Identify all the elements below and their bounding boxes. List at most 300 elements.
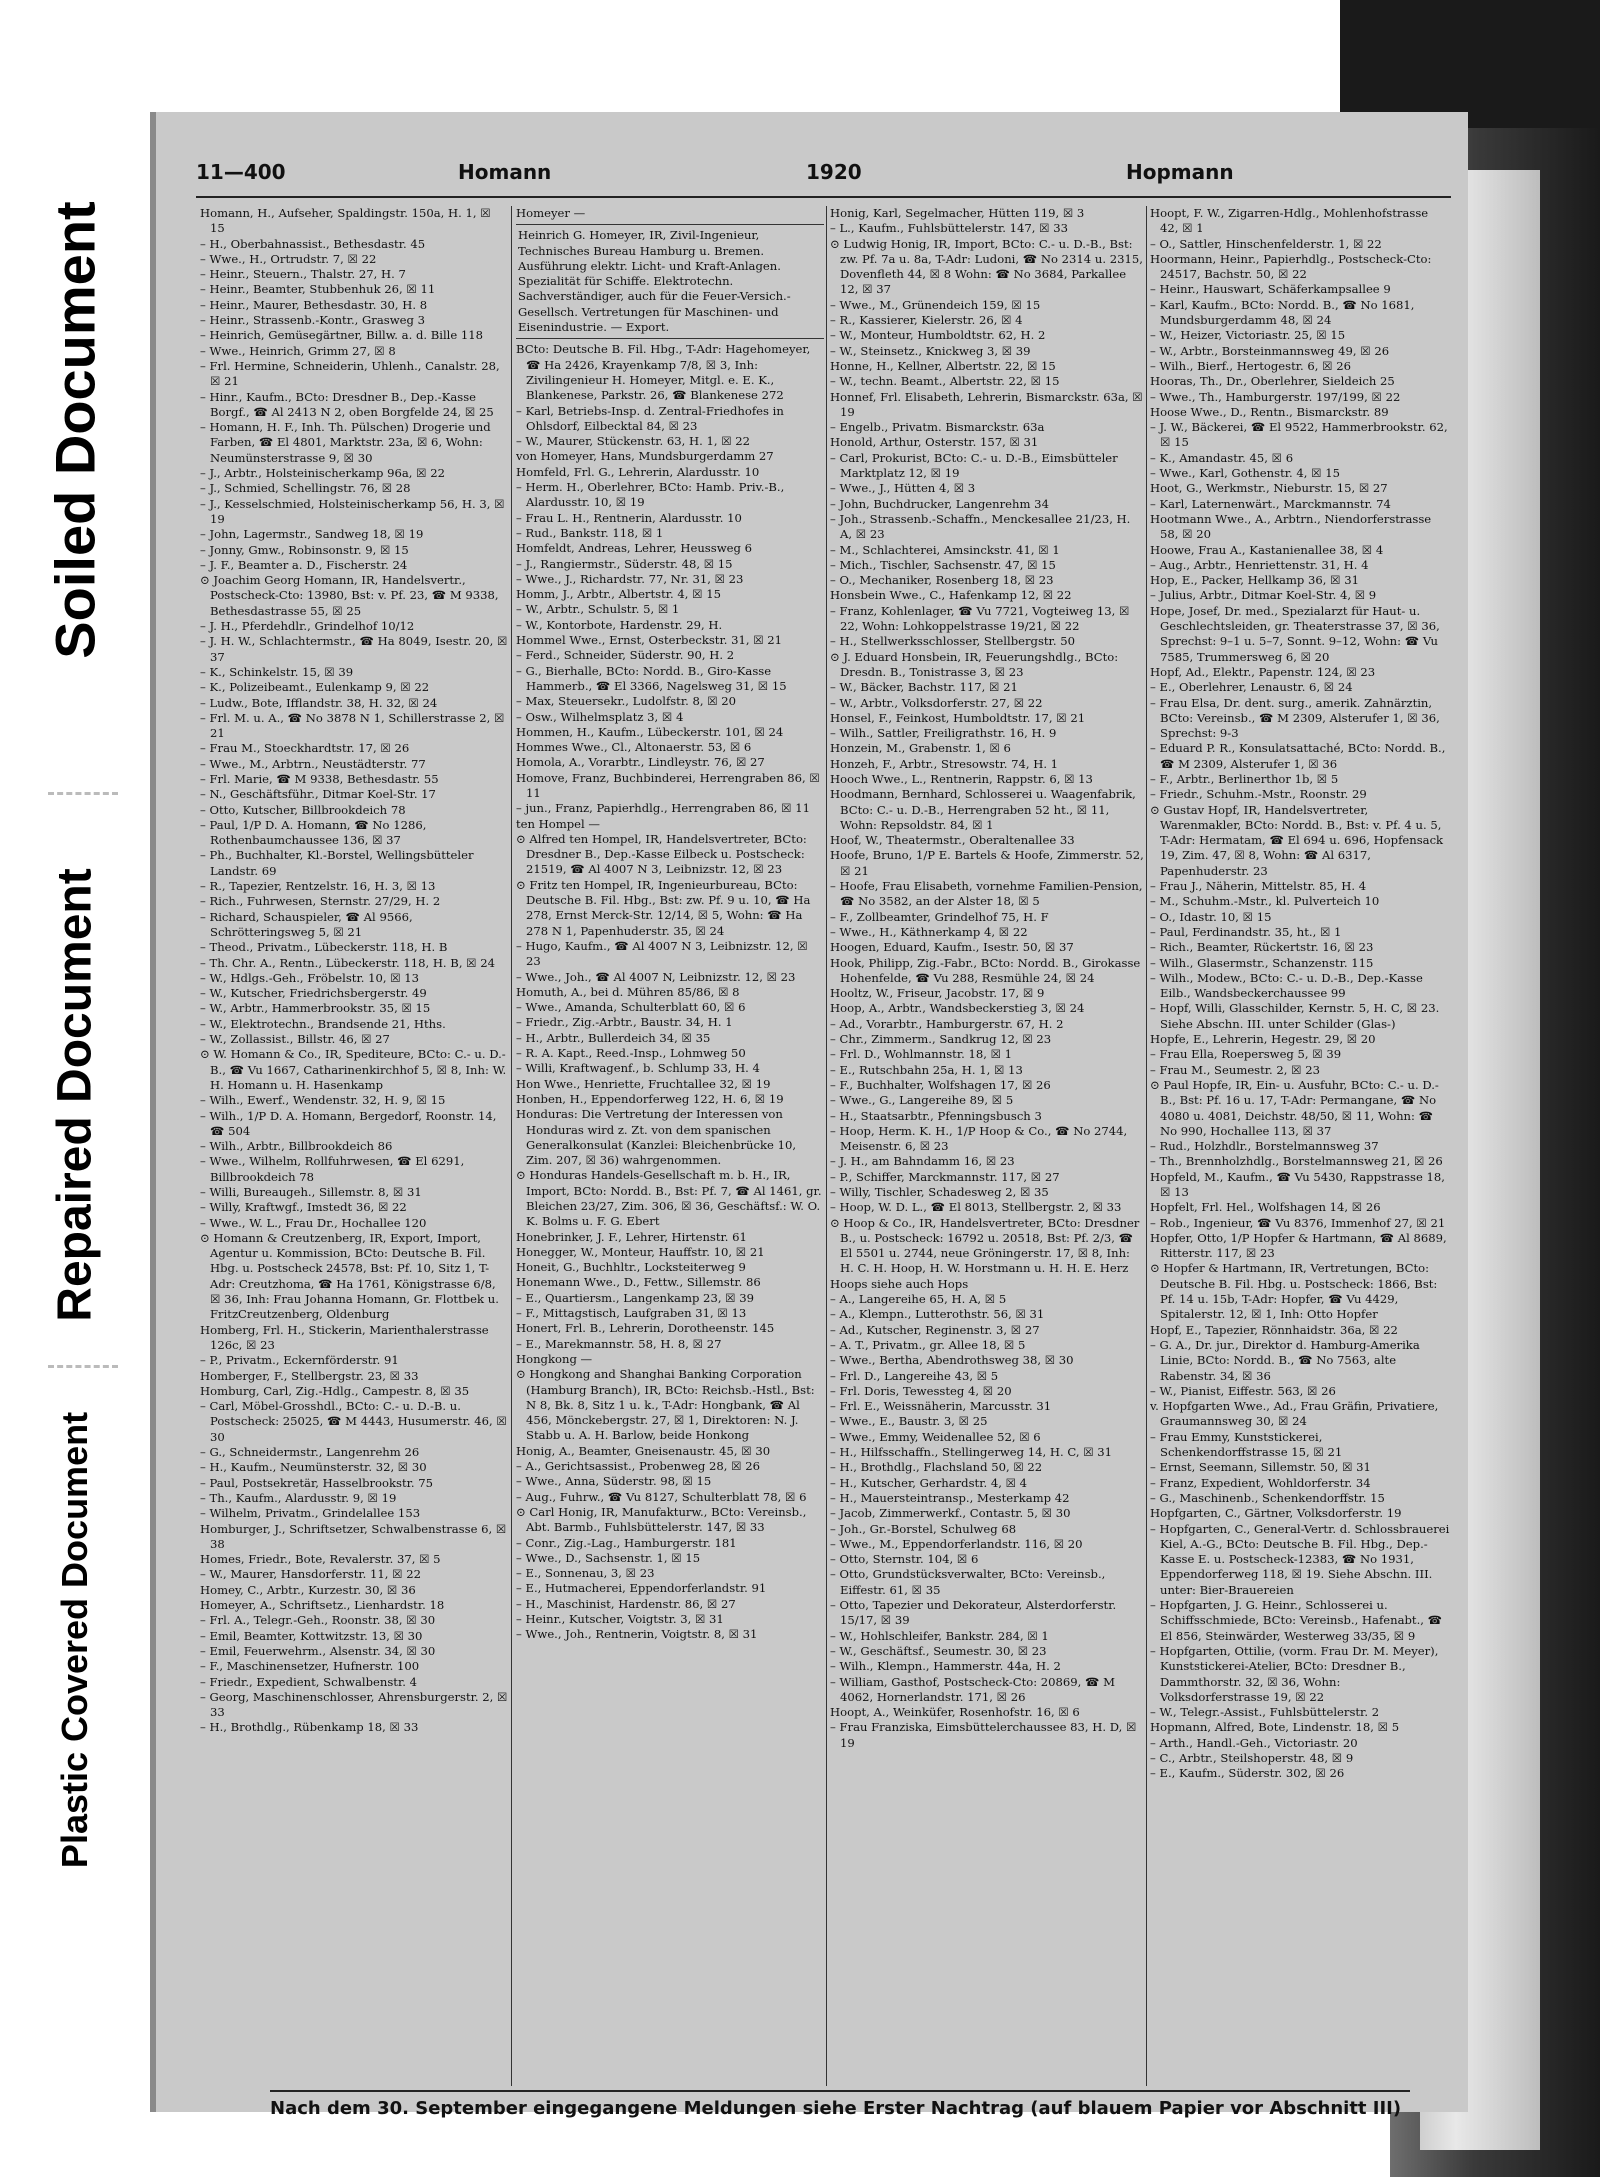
directory-entry: – Wwe., Anna, Süderstr. 98, ☒ 15 — [516, 1474, 712, 1489]
directory-entry: – Carl, Prokurist, BCto: C.- u. D.-B., Eimsbütteler Marktplatz 12, ☒ 19 — [830, 450, 1118, 481]
directory-entry: – R. A. Kapt., Reed.-Insp., Lohmweg 50 — [516, 1046, 746, 1061]
directory-entry: – Frl. A., Telegr.-Geh., Roonstr. 38, ☒ 30 — [200, 1613, 436, 1628]
directory-entry: – J. H. W., Schlachtermstr., ☎ Ha 8049, Isestr. 20, ☒ 37 — [200, 634, 508, 664]
directory-entry: – Wwe., M., Grünendeich 159, ☒ 15 — [830, 297, 1041, 312]
directory-entry: – Emil, Beamter, Kottwitzstr. 13, ☒ 30 — [200, 1628, 423, 1643]
directory-entry: – W., Hdlgs.-Geh., Fröbelstr. 10, ☒ 13 — [200, 970, 420, 985]
directory-entry: – Eduard P. R., Konsulatsattaché, BCto: Nordd. B., ☎ M 2309, Alsterufer 1, ☒ 36 — [1150, 741, 1446, 771]
footer-note: Nach dem 30. September eingegangene Meldungen siehe Erster Nachtrag (auf blauem Papier vor Abschnitt III) — [270, 2090, 1410, 2119]
directory-entry: Homey, C., Arbtr., Kurzestr. 30, ☒ 36 — [200, 1582, 416, 1597]
directory-entry: – Rud., Bankstr. 118, ☒ 1 — [516, 525, 664, 540]
directory-entry: – W., Arbtr., Hammerbrookstr. 35, ☒ 15 — [200, 1001, 431, 1016]
directory-entry: Honert, Frl. B., Lehrerin, Dorotheenstr. 145 — [516, 1321, 775, 1336]
directory-entry: Honeit, G., Buchhltr., Locksteiterweg 9 — [516, 1260, 746, 1275]
directory-entry: von Homeyer, Hans, Mundsburgerdamm 27 — [516, 449, 774, 464]
directory-entry: – Otto, Grundstücksverwalter, BCto: Vereinsb., Eiffestr. 61, ☒ 35 — [830, 1567, 1106, 1597]
directory-entry: – G., Schneidermstr., Langenrehm 26 — [200, 1445, 420, 1460]
directory-entry: – Frl. Marie, ☎ M 9338, Bethesdastr. 55 — [200, 771, 439, 786]
directory-entry: ⊙ Hoop & Co., IR, Handelsvertreter, BCto: Dresdner B., u. Postscheck: 16792 u. 20518, Bst: Pf. 2/3, ☎ El 5501 u. 2744, neue Gröningerstr. 17, ☒ 8, Inh: H. C. H. Hoop, H. W. Horstmann u. H. H. E. Herz — [830, 1215, 1140, 1276]
directory-entry: – C., Arbtr., Steilshoperstr. 48, ☒ 9 — [1150, 1750, 1354, 1765]
directory-entry: – Jacob, Zimmerwerkf., Contastr. 5, ☒ 30 — [830, 1506, 1071, 1521]
directory-entry: Honig, Karl, Segelmacher, Hütten 119, ☒ 3 — [830, 206, 1085, 220]
directory-entry: Honzeh, F., Arbtr., Stresowstr. 74, H. 1 — [830, 756, 1059, 771]
directory-entry: Hoormann, Heinr., Papierhdlg., Postscheck-Cto: 24517, Bachstr. 50, ☒ 22 — [1150, 251, 1432, 282]
directory-entry: Homm, J., Arbtr., Albertstr. 4, ☒ 15 — [516, 587, 721, 602]
directory-entry: Honsbein Wwe., C., Hafenkamp 12, ☒ 22 — [830, 588, 1072, 603]
directory-entry: ten Hompel — — [516, 816, 601, 831]
directory-entry: – Frau J., Näherin, Mittelstr. 85, H. 4 — [1150, 879, 1367, 894]
directory-entry: Homeyer, A., Schriftsetz., Lienhardstr. 18 — [200, 1598, 445, 1613]
directory-entry: – Wilh., Ewerf., Wendenstr. 32, H. 9, ☒ 15 — [200, 1093, 446, 1108]
directory-entry: ⊙ Hongkong and Shanghai Banking Corporation (Hamburg Branch), IR, BCto: Reichsb.-Hstl., Bst: N 8, Bk. 8, Sitz 1 u. k., T-Adr: Hongbank, ☎ Al 456, Mönckebergstr. 27, ☒ 1, Direktoren: N. J. Stabb u. A. H. Barlow, beide Honkong — [516, 1367, 815, 1443]
directory-entry: – Wwe., G., Langereihe 89, ☒ 5 — [830, 1093, 1014, 1108]
directory-entry: – Wwe., H., Käthnerkamp 4, ☒ 22 — [830, 924, 1028, 939]
directory-entry: – Carl, Möbel-Grosshdl., BCto: C.- u. D.-B. u. Postscheck: 25025, ☎ M 4443, Husumerstr. 46, ☒ 30 — [200, 1399, 507, 1444]
directory-entry: – W., Monteur, Humboldtstr. 62, H. 2 — [830, 328, 1046, 343]
directory-entry: – Wwe., J., Hütten 4, ☒ 3 — [830, 481, 976, 496]
directory-entry: ⊙ Honduras Handels-Gesellschaft m. b. H., IR, Import, BCto: Nordd. B., Bst: Pf. 7, ☎ Al 1461, gr. Bleichen 23/27, Zim. 306, ☒ 36, Geschäftsf.: W. O. K. Bolms u. F. G. Ebert — [516, 1168, 822, 1229]
directory-entry: Hop, E., Packer, Hellkamp 36, ☒ 31 — [1150, 573, 1359, 588]
directory-entry: – Heinrich, Gemüsegärtner, Billw. a. d. Bille 118 — [200, 328, 484, 343]
directory-entry: – E., Sonnenau, 3, ☒ 23 — [516, 1566, 655, 1581]
directory-entry: – Frl. M. u. A., ☎ No 3878 N 1, Schillerstrasse 2, ☒ 21 — [200, 710, 505, 741]
directory-entry: – R., Kassierer, Kielerstr. 26, ☒ 4 — [830, 313, 1023, 328]
directory-entry: – Wwe., Karl, Gothenstr. 4, ☒ 15 — [1150, 466, 1340, 481]
directory-entry: – Ferd., Schneider, Süderstr. 90, H. 2 — [516, 648, 735, 663]
directory-entry: – Hopf, Willi, Glasschilder, Kernstr. 5, H. C, ☒ 23. Siehe Abschn. III. unter Schilder (Glas-) — [1150, 1001, 1440, 1031]
directory-entry: – Wilh., Modew., BCto: C.- u. D.-B., Dep.-Kasse Eilb., Wandsbeckerchaussee 99 — [1150, 970, 1423, 1001]
directory-entry: – E., Hutmacherei, Eppendorferlandstr. 91 — [516, 1581, 767, 1596]
directory-entry: – H., Maschinist, Hardenstr. 86, ☒ 27 — [516, 1596, 736, 1611]
directory-entry: – Willy, Kraftwgf., Imstedt 36, ☒ 22 — [200, 1200, 407, 1215]
directory-entry: – H., Mauersteintransp., Mesterkamp 42 — [830, 1490, 1070, 1505]
directory-entry: – W., Zollassist., Billstr. 46, ☒ 27 — [200, 1032, 390, 1047]
directory-entry: – A. T., Privatm., gr. Allee 18, ☒ 5 — [830, 1337, 1026, 1352]
page-number: 11—400 — [196, 160, 286, 184]
directory-entry: ⊙ Alfred ten Hompel, IR, Handelsvertreter, BCto: Dresdner B., Dep.-Kasse Eilbeck u. Postscheck: 21519, ☎ Al 4007 N 3, Leibnizstr. 12, ☒ 23 — [516, 831, 807, 877]
directory-entry: v. Hopfgarten Wwe., Ad., Frau Gräfin, Privatiere, Graumannsweg 30, ☒ 24 — [1150, 1399, 1439, 1429]
directory-entry: Hopf, Ad., Elektr., Papenstr. 124, ☒ 23 — [1150, 664, 1376, 679]
column-divider — [826, 206, 827, 2086]
directory-entry: – Emil, Feuerwehrm., Alsenstr. 34, ☒ 30 — [200, 1643, 436, 1658]
directory-entry: – Wwe., M., Eppendorferlandstr. 116, ☒ 20 — [830, 1536, 1083, 1551]
directory-entry: ⊙ Fritz ten Hompel, IR, Ingenieurbureau, BCto: Deutsche B. Fil. Hbg., Bst: zw. Pf. 9 u. 10, ☎ Ha 278, Ernst Merck-Str. 12/14, ☒ 5, Wohn: ☎ Ha 278 N 1, Papenhuderstr. 35, ☒ 24 — [516, 877, 811, 938]
directory-entry: – H., Hilfsschaffn., Stellingerweg 14, H. C, ☒ 31 — [830, 1445, 1113, 1460]
directory-entry: – Heinr., Hauswart, Schäferkampsallee 9 — [1150, 282, 1391, 297]
directory-entry: Homfeld, Frl. G., Lehrerin, Alardusstr. 10 — [516, 464, 760, 479]
divider — [48, 792, 118, 795]
directory-entry: – Frau Franziska, Eimsbüttelerchaussee 83, H. D, ☒ 19 — [830, 1720, 1137, 1750]
directory-entry: – F., Zollbeamter, Grindelhof 75, H. F — [830, 909, 1049, 924]
directory-entry: – J., Kesselschmied, Holsteinischerkamp 56, H. 3, ☒ 19 — [200, 496, 505, 526]
directory-entry: – K., Polizeibeamt., Eulenkamp 9, ☒ 22 — [200, 680, 430, 695]
directory-entry: Hommen, H., Kaufm., Lübeckerstr. 101, ☒ 24 — [516, 724, 784, 739]
directory-entry: ⊙ J. Eduard Honsbein, IR, Feuerungshdlg., BCto: Dresdn. B., Tonistrasse 3, ☒ 23 — [830, 649, 1119, 679]
directory-entry: – William, Gasthof, Postscheck-Cto: 20869, ☎ M 4062, Hornerlandstr. 171, ☒ 26 — [830, 1674, 1116, 1704]
directory-entry: – Frl. D., Langereihe 43, ☒ 5 — [830, 1368, 999, 1383]
directory-entry: Hopfgarten, C., Gärtner, Volksdorferstr. 19 — [1150, 1506, 1402, 1521]
directory-entry: – Frl. Hermine, Schneiderin, Uhlenh., Canalstr. 28, ☒ 21 — [200, 358, 500, 389]
directory-entry: Homuth, A., bei d. Mühren 85/86, ☒ 8 — [516, 984, 740, 999]
directory-entry: Honold, Arthur, Osterstr. 157, ☒ 31 — [830, 435, 1039, 450]
directory-entry: – G., Maschinenb., Schenkendorffstr. 15 — [1150, 1490, 1385, 1505]
directory-entry: – Arth., Handl.-Geh., Victoriastr. 20 — [1150, 1735, 1358, 1750]
directory-entry: Hoogen, Eduard, Kaufm., Isestr. 50, ☒ 37 — [830, 940, 1074, 955]
directory-entry: – E., Rutschbahn 25a, H. 1, ☒ 13 — [830, 1062, 1023, 1077]
directory-entry: – Hoop, W. D. L., ☎ El 8013, Stellbergstr. 2, ☒ 33 — [830, 1200, 1122, 1215]
directory-entry: Hommes Wwe., Cl., Altonaerstr. 53, ☒ 6 — [516, 740, 752, 755]
directory-entry: – Rud., Holzhdlr., Borstelmannsweg 37 — [1150, 1139, 1379, 1154]
directory-entry: Hon Wwe., Henriette, Fruchtallee 32, ☒ 19 — [516, 1076, 771, 1091]
directory-entry: – Hopfgarten, Ottilie, (vorm. Frau Dr. M. Meyer), Kunststickerei-Atelier, BCto: Dresdner B., Dammthorstr. 32, ☒ 36, Wohn: Volksdorferstrasse 19, ☒ 22 — [1150, 1643, 1439, 1704]
directory-entry: Hoof, W., Theatermstr., Oberaltenallee 33 — [830, 833, 1075, 848]
header-left-word: Homann — [458, 160, 552, 184]
directory-entry: – W., Maurer, Stückenstr. 63, H. 1, ☒ 22 — [516, 434, 751, 449]
directory-entry: – Richard, Schauspieler, ☎ Al 9566, Schrötteringsweg 5, ☒ 21 — [200, 909, 413, 939]
directory-entry: – Wilh., Arbtr., Billbrookdeich 86 — [200, 1139, 393, 1154]
directory-entry: Hoops siehe auch Hops — [830, 1276, 969, 1291]
directory-entry: – Wwe., Amanda, Schulterblatt 60, ☒ 6 — [516, 1000, 746, 1015]
directory-entry: – W., Geschäftsf., Seumestr. 30, ☒ 23 — [830, 1643, 1047, 1658]
directory-entry: – A., Langereihe 65, H. A, ☒ 5 — [830, 1292, 1007, 1307]
directory-entry: – J., Arbtr., Holsteinischerkamp 96a, ☒ 22 — [200, 466, 445, 481]
directory-entry: ⊙ Carl Honig, IR, Manufakturw., BCto: Vereinsb., Abt. Barmb., Fuhlsbüttelerstr. 147, ☒ 33 — [516, 1504, 807, 1535]
directory-entry: Honduras: Die Vertretung der Interessen von Honduras wird z. Zt. von dem spanischen Generalkonsulat (Kanzlei: Bleichenbrücke 10, Zim. 207, ☒ 36) wahrgenommen. — [516, 1107, 797, 1168]
directory-entry: – W., Arbtr., Volksdorferstr. 27, ☒ 22 — [830, 695, 1043, 710]
column-divider — [511, 206, 512, 2086]
directory-entry: – Chr., Zimmerm., Sandkrug 12, ☒ 23 — [830, 1032, 1052, 1047]
directory-entry: – O., Mechaniker, Rosenberg 18, ☒ 23 — [830, 573, 1054, 588]
directory-entry: – Wilh., Sattler, Freiligrathstr. 16, H. 9 — [830, 726, 1057, 741]
directory-entry: – Max, Steuersekr., Ludolfstr. 8, ☒ 20 — [516, 694, 737, 709]
directory-entry: – Hinr., Kaufm., BCto: Dresdner B., Dep.-Kasse Borgf., ☎ Al 2413 N 2, oben Borgfelde 24, ☒ 25 — [200, 389, 494, 419]
label-plastic: Plastic Covered Document — [54, 1411, 95, 1869]
directory-entry: Hoopt, A., Weinküfer, Rosenhofstr. 16, ☒ 6 — [830, 1705, 1080, 1720]
directory-entry: ⊙ Paul Hopfe, IR, Ein- u. Ausfuhr, BCto: C.- u. D.-B., Bst: Pf. 16 u. 17, T-Adr: Permangane, ☎ No 4080 u. 4081, Deichstr. 48/50, ☒ 11, Wohn: ☎ No 990, Hochallee 113, ☒ 37 — [1150, 1077, 1439, 1138]
directory-entry: – Hoop, Herm. K. H., 1/P Hoop & Co., ☎ No 2744, Meisenstr. 6, ☒ 23 — [830, 1123, 1128, 1154]
directory-entry: – Heinr., Maurer, Bethesdastr. 30, H. 8 — [200, 297, 428, 312]
column-divider — [1146, 206, 1147, 2086]
column-2 — [516, 206, 824, 2091]
directory-entry: – Joh., Gr.-Borstel, Schulweg 68 — [830, 1521, 1017, 1536]
directory-entry: – Wwe., D., Sachsenstr. 1, ☒ 15 — [516, 1550, 701, 1565]
directory-entry: – J., Schmied, Schellingstr. 76, ☒ 28 — [200, 481, 411, 496]
directory-entry: Hoofe, Bruno, 1/P E. Bartels & Hoofe, Zimmerstr. 52, ☒ 21 — [830, 848, 1144, 878]
directory-entry: Hoowe, Frau A., Kastanienallee 38, ☒ 4 — [1150, 542, 1384, 557]
directory-entry: – H., Kaufm., Neumünsterstr. 32, ☒ 30 — [200, 1460, 427, 1475]
directory-entry: – F., Buchhalter, Wolfshagen 17, ☒ 26 — [830, 1077, 1051, 1092]
directory-entry: – W., Arbtr., Borsteinmannsweg 49, ☒ 26 — [1150, 343, 1390, 358]
directory-entry: Honne, H., Kellner, Albertstr. 22, ☒ 15 — [830, 358, 1056, 373]
directory-entry: Hopfeld, M., Kaufm., ☎ Vu 5430, Rappstrasse 18, ☒ 13 — [1150, 1169, 1445, 1199]
directory-entry: – A., Klempn., Lutterothstr. 56, ☒ 31 — [830, 1307, 1045, 1322]
directory-entry: – Julius, Arbtr., Ditmar Koel-Str. 4, ☒ 9 — [1150, 588, 1377, 603]
directory-entry: Hopfelt, Frl. Hel., Wolfshagen 14, ☒ 26 — [1150, 1200, 1381, 1215]
directory-entry: – Paul, 1/P D. A. Homann, ☎ No 1286, Rothenbaumchaussee 136, ☒ 37 — [200, 817, 427, 848]
directory-entry: – Wwe., Emmy, Weidenallee 52, ☒ 6 — [830, 1429, 1041, 1444]
directory-entry: – Frau Elsa, Dr. dent. surg., amerik. Zahnärztin, BCto: Vereinsb., ☎ M 2309, Alsterufer 1, ☒ 36, Sprechst: 9-3 — [1150, 695, 1440, 741]
directory-entry: – Rich., Beamter, Rückertstr. 16, ☒ 23 — [1150, 940, 1374, 955]
directory-entry: – Franz, Kohlenlager, ☎ Vu 7721, Vogteiweg 13, ☒ 22, Wohn: Lohkoppelstrasse 19/21, ☒ 22 — [830, 603, 1130, 634]
directory-entry: – Franz, Expedient, Wohldorferstr. 34 — [1150, 1475, 1371, 1490]
directory-entry: – G., Bierhalle, BCto: Nordd. B., Giro-Kasse Hammerb., ☎ El 3366, Nagelsweg 31, ☒ 15 — [516, 663, 787, 693]
directory-entry: – Ernst, Seemann, Sillemstr. 50, ☒ 31 — [1150, 1460, 1371, 1475]
directory-entry: – E., Marekmannstr. 58, H. 8, ☒ 27 — [516, 1336, 722, 1351]
directory-entry: – Th., Kaufm., Alardusstr. 9, ☒ 19 — [200, 1490, 397, 1505]
directory-entry: Hopmann, Alfred, Bote, Lindenstr. 18, ☒ 5 — [1150, 1720, 1400, 1735]
side-label-strip — [0, 0, 150, 2177]
directory-entry: – Hoofe, Frau Elisabeth, vornehme Familien-Pension, ☎ No 3582, an der Alster 18, ☒ 5 — [830, 879, 1143, 909]
directory-entry: – W., Elektrotechn., Brandsende 21, Hths. — [200, 1016, 446, 1031]
directory-entry: – Otto, Tapezier und Dekorateur, Alsterdorferstr. 15/17, ☒ 39 — [830, 1598, 1117, 1628]
directory-entry: – Willy, Tischler, Schadesweg 2, ☒ 35 — [830, 1185, 1049, 1199]
directory-entry: – E., Quartiersm., Langenkamp 23, ☒ 39 — [516, 1290, 755, 1305]
page-header — [196, 160, 1446, 194]
directory-entry: – John, Lagermstr., Sandweg 18, ☒ 19 — [200, 527, 424, 542]
directory-entry: – Rich., Fuhrwesen, Sternstr. 27/29, H. 2 — [200, 894, 441, 909]
directory-entry: – W., Kutscher, Friedrichsbergerstr. 49 — [200, 986, 427, 1001]
directory-entry: – Conr., Zig.-Lag., Hamburgerstr. 181 — [516, 1535, 737, 1550]
directory-entry: – Wilh., Glasermstr., Schanzenstr. 115 — [1150, 955, 1374, 970]
directory-entry: – W., Bäcker, Bachstr. 117, ☒ 21 — [830, 680, 1018, 695]
directory-entry: – Hugo, Kaufm., ☎ Al 4007 N 3, Leibnizstr. 12, ☒ 23 — [516, 938, 808, 969]
directory-entry: – J. F., Beamter a. D., Fischerstr. 24 — [200, 557, 408, 572]
directory-entry: Homberger, F., Stellbergstr. 23, ☒ 33 — [200, 1368, 419, 1383]
directory-entry: – Hopfgarten, C., General-Vertr. d. Schlossbrauerei Kiel, A.-G., BCto: Deutsche B. Fil. Hbg., Dep.-Kasse E. u. Postscheck-12383, ☎ No 1931, Eppendorferweg 118, ☒ 19. Siehe Abschn. III. unter: Bier-Brauereien — [1150, 1521, 1450, 1597]
directory-entry: Hook, Philipp, Zig.-Fabr., BCto: Nordd. B., Girokasse Hohenfelde, ☎ Vu 288, Resmühle 24, ☒ 24 — [830, 955, 1141, 985]
directory-entry: – Wilh., 1/P D. A. Homann, Bergedorf, Roonstr. 14, ☎ 504 — [200, 1108, 497, 1138]
directory-entry: Hoop, A., Arbtr., Wandsbeckerstieg 3, ☒ 24 — [830, 1001, 1085, 1016]
directory-entry: – F., Maschinensetzer, Hufnerstr. 100 — [200, 1659, 420, 1674]
directory-entry: Honsel, F., Feinkost, Humboldtstr. 17, ☒ 21 — [830, 710, 1086, 725]
directory-entry: – Otto, Sternstr. 104, ☒ 6 — [830, 1552, 979, 1567]
directory-entry: Hoose Wwe., D., Rentn., Bismarckstr. 89 — [1150, 404, 1389, 419]
directory-entry: – H., Brothdlg., Rübenkamp 18, ☒ 33 — [200, 1720, 419, 1735]
directory-entry: – Willi, Kraftwagenf., b. Schlump 33, H. 4 — [516, 1061, 760, 1076]
directory-entry: – Th., Brennholzhdlg., Borstelmannsweg 21, ☒ 26 — [1150, 1154, 1443, 1169]
directory-entry: – Wwe., E., Baustr. 3, ☒ 25 — [830, 1414, 988, 1429]
directory-entry: Hooch Wwe., L., Rentnerin, Rappstr. 6, ☒ 13 — [830, 771, 1093, 786]
directory-entry: – K., Schinkelstr. 15, ☒ 39 — [200, 664, 354, 679]
scan-shadow-top — [1340, 0, 1600, 128]
directory-entry: Homeyer — — [516, 206, 586, 220]
header-rule — [196, 196, 1451, 198]
directory-entry: – Friedr., Zig.-Arbtr., Baustr. 34, H. 1 — [516, 1015, 733, 1030]
directory-entry: – M., Schuhm.-Mstr., kl. Pulverteich 10 — [1150, 894, 1380, 909]
directory-entry: Honzein, M., Grabenstr. 1, ☒ 6 — [830, 741, 1011, 756]
directory-entry: – Wwe., J., Richardstr. 77, Nr. 31, ☒ 23 — [516, 571, 744, 586]
directory-entry: ⊙ Hopfer & Hartmann, IR, Vertretungen, BCto: Deutsche B. Fil. Hbg. u. Postscheck: 1866, Bst: Pf. 14 u. 15b, T-Adr: Hopfer, ☎ Vu 4429, Spitalerstr. 12, ☒ 1, Inh: Otto Hopfer — [1150, 1261, 1438, 1322]
directory-entry: Hoodmann, Bernhard, Schlosserei u. Waagenfabrik, BCto: C.- u. D.-B., Herrengraben 52 ht., ☒ 11, Wohn: Repsoldstr. 84, ☒ 1 — [830, 787, 1136, 832]
directory-entry: Homberg, Frl. H., Stickerin, Marienthalerstrasse 126c, ☒ 23 — [200, 1322, 489, 1352]
directory-entry: – J. H., Pferdehdlr., Grindelhof 10/12 — [200, 619, 415, 634]
directory-entry: – Paul, Postsekretär, Hasselbrookstr. 75 — [200, 1475, 434, 1490]
directory-entry: Hongkong — — [516, 1351, 593, 1366]
directory-entry: – G. A., Dr. jur., Direktor d. Hamburg-Amerika Linie, BCto: Nordd. B., ☎ No 7563, alte Rabenstr. 34, ☒ 36 — [1150, 1337, 1420, 1383]
directory-entry: Homove, Franz, Buchbinderei, Herrengraben 86, ☒ 11 — [516, 770, 820, 800]
column-3 — [830, 206, 1144, 2091]
directory-entry: – Karl, Kaufm., BCto: Nordd. B., ☎ No 1681, Mundsburgerdamm 48, ☒ 24 — [1150, 297, 1415, 328]
directory-entry: Hommel Wwe., Ernst, Osterbeckstr. 31, ☒ 21 — [516, 633, 783, 648]
directory-entry: – N., Geschäftsführ., Ditmar Koel-Str. 17 — [200, 787, 436, 802]
directory-entry: – jun., Franz, Papierhdlg., Herrengraben 86, ☒ 11 — [516, 801, 810, 816]
directory-entry: – W., Telegr.-Assist., Fuhlsbüttelerstr. 2 — [1150, 1705, 1380, 1720]
directory-entry: – Frau Ella, Roepersweg 5, ☒ 39 — [1150, 1047, 1342, 1062]
column-4 — [1150, 206, 1450, 2091]
directory-entry: – Rob., Ingenieur, ☎ Vu 8376, Immenhof 27, ☒ 21 — [1150, 1215, 1446, 1230]
directory-entry: – Wwe., H., Ortrudstr. 7, ☒ 22 — [200, 251, 377, 266]
header-right-word: Hopmann — [1126, 160, 1234, 184]
directory-entry: – Wilhelm, Privatm., Grindelallee 153 — [200, 1506, 421, 1521]
directory-entry: Honegger, W., Monteur, Hauffstr. 10, ☒ 21 — [516, 1244, 765, 1259]
directory-entry: – Hopfgarten, J. G. Heinr., Schlosserei u. Schiffsschmiede, BCto: Vereinsb., Hafenabt., ☎ El 856, Steinwärder, Westerweg 33/35, ☒ 9 — [1150, 1598, 1443, 1643]
directory-entry: – H., Kutscher, Gerhardstr. 4, ☒ 4 — [830, 1475, 1028, 1490]
directory-entry: Homola, A., Vorarbtr., Lindleystr. 76, ☒ 27 — [516, 755, 765, 770]
directory-entry: – Heinr., Strassenb.-Kontr., Grasweg 3 — [200, 313, 425, 328]
directory-entry: – A., Gerichtsassist., Probenweg 28, ☒ 26 — [516, 1459, 760, 1474]
directory-entry: – Ad., Vorarbtr., Hamburgerstr. 67, H. 2 — [830, 1016, 1064, 1031]
directory-entry: – Ph., Buchhalter, Kl.-Borstel, Wellingsbütteler Landstr. 69 — [200, 848, 474, 878]
directory-entry: Hopfe, E., Lehrerin, Hegestr. 29, ☒ 20 — [1150, 1032, 1376, 1047]
label-soiled: Soiled Document — [43, 201, 107, 659]
directory-entry: ⊙ Ludwig Honig, IR, Import, BCto: C.- u. D.-B., Bst: zw. Pf. 7a u. 8a, T-Adr: Ludoni, ☎ No 2314 u. 2315, Dovenfleth 44, ☒ 8 Wohn: ☎ No 3684, Parkallee 12, ☒ 37 — [830, 236, 1143, 297]
directory-entry: – E., Oberlehrer, Lenaustr. 6, ☒ 24 — [1150, 680, 1353, 695]
directory-entry: – R., Tapezier, Rentzelstr. 16, H. 3, ☒ 13 — [200, 879, 436, 894]
directory-entry: Honig, A., Beamter, Gneisenaustr. 45, ☒ 30 — [516, 1443, 771, 1458]
directory-entry: – E., Kaufm., Süderstr. 302, ☒ 26 — [1150, 1766, 1345, 1781]
directory-entry: – J. W., Bäckerei, ☎ El 9522, Hammerbrookstr. 62, ☒ 15 — [1150, 420, 1448, 450]
directory-entry: – M., Schlachterei, Amsinckstr. 41, ☒ 1 — [830, 542, 1060, 557]
directory-entry: – Frl. D., Wohlmannstr. 18, ☒ 1 — [830, 1047, 1013, 1062]
directory-entry: – Frau Emmy, Kunststickerei, Schenkendorffstrasse 15, ☒ 21 — [1150, 1429, 1343, 1460]
directory-entry: – Wwe., Th., Hamburgerstr. 197/199, ☒ 22 — [1150, 389, 1401, 404]
directory-entry: Hoot, G., Werkmstr., Nieburstr. 15, ☒ 27 — [1150, 481, 1388, 496]
directory-entry: – O., Idastr. 10, ☒ 15 — [1150, 909, 1272, 924]
directory-entry: – O., Sattler, Hinschenfelderstr. 1, ☒ 22 — [1150, 236, 1382, 251]
directory-entry: – Mich., Tischler, Sachsenstr. 47, ☒ 15 — [830, 557, 1056, 572]
directory-entry: – W., Pianist, Eiffestr. 563, ☒ 26 — [1150, 1383, 1336, 1398]
directory-entry: – F., Mittagstisch, Laufgraben 31, ☒ 13 — [516, 1306, 747, 1321]
directory-entry: – H., Arbtr., Bullerdeich 34, ☒ 35 — [516, 1030, 711, 1045]
directory-entry: Hooltz, W., Friseur, Jacobstr. 17, ☒ 9 — [830, 986, 1045, 1001]
directory-entry: – Frl. Doris, Tewessteg 4, ☒ 20 — [830, 1383, 1012, 1398]
directory-entry: – Ad., Kutscher, Reginenstr. 3, ☒ 27 — [830, 1322, 1040, 1337]
directory-entry: – Homann, H. F., Inh. Th. Pülschen) Drogerie und Farben, ☎ El 4801, Marktstr. 23a, ☒ 6, Wohn: Neumünsterstrasse 9, ☒ 30 — [200, 420, 491, 465]
directory-entry: ⊙ W. Homann & Co., IR, Spediteure, BCto: C.- u. D.-B., ☎ Vu 1667, Catharinenkirchhof 5, ☒ 8, Inh: W. H. Homann u. H. Hasenkamp — [200, 1047, 507, 1092]
directory-entry: Hooras, Th., Dr., Oberlehrer, Sieldeich 25 — [1150, 374, 1395, 389]
directory-entry: – Friedr., Expedient, Schwalbenstr. 4 — [200, 1674, 417, 1689]
directory-entry: Hopfer, Otto, 1/P Hopfer & Hartmann, ☎ Al 8689, Ritterstr. 117, ☒ 23 — [1150, 1230, 1447, 1261]
directory-entry: – Wwe., Joh., ☎ Al 4007 N, Leibnizstr. 12, ☒ 23 — [516, 969, 796, 984]
directory-entry: Hope, Josef, Dr. med., Spezialarzt für Haut- u. Geschlechtsleiden, gr. Theaterstrasse 37, ☒ 36, Sprechst: 9–1 u. 5–7, Sonnt. 9–12, Wohn: ☎ Vu 7585, Trummersweg 6, ☒ 20 — [1150, 603, 1440, 664]
directory-entry: Honebrinker, J. F., Lehrer, Hirtenstr. 61 — [516, 1229, 747, 1244]
divider — [48, 1365, 118, 1368]
directory-entry: – P., Privatm., Eckernförderstr. 91 — [200, 1353, 399, 1368]
directory-entry: – L., Kaufm., Fuhlsbüttelerstr. 147, ☒ 33 — [830, 221, 1069, 236]
directory-entry: – W., techn. Beamt., Albertstr. 22, ☒ 15 — [830, 374, 1060, 389]
directory-entry: Homann, H., Aufseher, Spaldingstr. 150a, H. 1, ☒ 15 — [200, 206, 491, 236]
directory-entry: – Aug., Arbtr., Henriettenstr. 31, H. 4 — [1150, 557, 1369, 572]
directory-entry: – Jonny, Gmw., Robinsonstr. 9, ☒ 15 — [200, 542, 409, 557]
directory-entry: – Wwe., W. L., Frau Dr., Hochallee 120 — [200, 1215, 427, 1230]
directory-entry: Homburg, Carl, Zig.-Hdlg., Campestr. 8, ☒ 35 — [200, 1383, 470, 1398]
directory-entry: – Wwe., Heinrich, Grimm 27, ☒ 8 — [200, 343, 396, 358]
directory-entry: ⊙ Homann & Creutzenberg, IR, Export, Import, Agentur u. Kommission, BCto: Deutsche B. Fil. Hbg. u. Postscheck 24578, Bst: Pf. 10, Sitz 1, T-Adr: Creutzhoma, ☎ Ha 1761, Königstrasse 6/8, ☒ 36, Inh: Frau Johanna Homann, Gr. Flottbek u. FritzCreutzenberg, Oldenburg — [200, 1230, 499, 1322]
directory-entry: – John, Buchdrucker, Langenrehm 34 — [830, 496, 1049, 511]
directory-entry: – Frau M., Seumestr. 2, ☒ 23 — [1150, 1062, 1321, 1077]
directory-entry: Homfeldt, Andreas, Lehrer, Heussweg 6 — [516, 541, 752, 556]
directory-entry: – Theod., Privatm., Lübeckerstr. 118, H. B — [200, 940, 448, 955]
directory-entry: Honnef, Frl. Elisabeth, Lehrerin, Bismarckstr. 63a, ☒ 19 — [830, 389, 1143, 419]
directory-entry: – W., Heizer, Victoriastr. 25, ☒ 15 — [1150, 328, 1346, 343]
directory-entry: – Frau L. H., Rentnerin, Alardusstr. 10 — [516, 510, 742, 525]
directory-entry: – Heinr., Beamter, Stubbenhuk 26, ☒ 11 — [200, 282, 436, 297]
directory-entry: – Karl, Laternenwärt., Marckmannstr. 74 — [1150, 496, 1391, 511]
directory-entry: Hootmann Wwe., A., Arbtrn., Niendorferstrasse 58, ☒ 20 — [1150, 511, 1432, 542]
directory-entry: Homburger, J., Schriftsetzer, Schwalbenstrasse 6, ☒ 38 — [200, 1521, 507, 1551]
directory-entry: – Heinr., Steuern., Thalstr. 27, H. 7 — [200, 267, 406, 282]
header-year: 1920 — [806, 160, 862, 184]
label-repaired: Repaired Document — [48, 868, 102, 1322]
column-1 — [200, 206, 508, 2091]
directory-entry: – Friedr., Schuhm.-Mstr., Roonstr. 29 — [1150, 787, 1367, 802]
directory-entry: Hoopt, F. W., Zigarren-Hdlg., Mohlenhofstrasse 42, ☒ 1 — [1150, 206, 1429, 236]
directory-entry: BCto: Deutsche B. Fil. Hbg., T-Adr: Hagehomeyer, ☎ Ha 2426, Krayenkamp 7/8, ☒ 3, Inh: Zivilingenieur H. Homeyer, Mitgl. e. E. K., Blankenese, Parkstr. 26, ☎ Blankenese 272 — [516, 342, 811, 403]
directory-entry: – Aug., Fuhrw., ☎ Vu 8127, Schulterblatt 78, ☒ 6 — [516, 1489, 807, 1504]
directory-entry: – Joh., Strassenb.-Schaffn., Menckesallee 21/23, H. A, ☒ 23 — [830, 511, 1131, 542]
directory-entry: ⊙ Gustav Hopf, IR, Handelsvertreter, Warenmakler, BCto: Nordd. B., Bst: v. Pf. 4 u. 5, T-Adr: Hermatam, ☎ El 694 u. 696, Hopfensack 19, Zim. 47, ☒ 8, Wohn: ☎ Al 6317, Papenhuderstr. 23 — [1150, 802, 1444, 878]
directory-entry: Homes, Friedr., Bote, Revalerstr. 37, ☒ 5 — [200, 1552, 441, 1567]
directory-entry: – Georg, Maschinenschlosser, Ahrensburgerstr. 2, ☒ 33 — [200, 1689, 508, 1720]
directory-entry: – H., Stellwerksschlosser, Stellbergstr. 50 — [830, 634, 1075, 649]
directory-entry: – J. H., am Bahndamm 16, ☒ 23 — [830, 1154, 1015, 1169]
directory-entry: – Willi, Bureaugeh., Sillemstr. 8, ☒ 31 — [200, 1185, 422, 1199]
directory-entry: – Otto, Kutscher, Billbrookdeich 78 — [200, 802, 406, 817]
directory-entry: Honemann Wwe., D., Fettw., Sillemstr. 86 — [516, 1275, 761, 1290]
directory-entry: – Wwe., Joh., Rentnerin, Voigtstr. 8, ☒ 31 — [516, 1627, 758, 1642]
directory-entry: – K., Amandastr. 45, ☒ 6 — [1150, 450, 1294, 465]
directory-entry: Hopf, E., Tapezier, Rönnhaidstr. 36a, ☒ 22 — [1150, 1322, 1398, 1337]
directory-entry: – P., Schiffer, Marckmannstr. 117, ☒ 27 — [830, 1169, 1060, 1184]
directory-entry: – Herm. H., Oberlehrer, BCto: Hamb. Priv.-B., Alardusstr. 10, ☒ 19 — [516, 480, 785, 510]
directory-entry: – W., Steinsetz., Knickweg 3, ☒ 39 — [830, 343, 1031, 358]
directory-entry: – W., Hohlschleifer, Bankstr. 284, ☒ 1 — [830, 1628, 1049, 1643]
directory-entry: – H., Brothdlg., Flachsland 50, ☒ 22 — [830, 1460, 1043, 1475]
directory-entry: – Frl. E., Weissnäherin, Marcusstr. 31 — [830, 1399, 1052, 1414]
directory-entry: Heinrich G. Homeyer, IR, Zivil-Ingenieur, Technisches Bureau Hamburg u. Bremen. Ausführung elektr. Licht- und Kraft-Anlagen. Spezialität für Schiffe. Elektrotechn. Sachverständiger, auch für die Feuer-Versich.-Gesellsch. Vertretungen für Maschinen- und Eisenindustrie. — Export. — [516, 224, 824, 339]
directory-entry: – Wilh., Bierf., Hertogestr. 6, ☒ 26 — [1150, 358, 1351, 373]
directory-entry: – Paul, Ferdinandstr. 35, ht., ☒ 1 — [1150, 924, 1342, 939]
directory-entry: – Osw., Wilhelmsplatz 3, ☒ 4 — [516, 709, 684, 724]
directory-entry: – H., Oberbahnassist., Bethesdastr. 45 — [200, 236, 426, 251]
directory-entry: ⊙ Joachim Georg Homann, IR, Handelsvertr., Postscheck-Cto: 13980, Bst: v. Pf. 23, ☎ M 9338, Bethesdastrasse 55, ☒ 25 — [200, 573, 499, 618]
directory-entry: – Engelb., Privatm. Bismarckstr. 63a — [830, 420, 1045, 435]
directory-entry: – W., Arbtr., Schulstr. 5, ☒ 1 — [516, 602, 680, 617]
directory-entry: – Ludw., Bote, Ifflandstr. 38, H. 32, ☒ 24 — [200, 695, 438, 710]
directory-entry: – W., Kontorbote, Hardenstr. 29, H. — [516, 617, 723, 632]
directory-entry: – W., Maurer, Hansdorferstr. 11, ☒ 22 — [200, 1567, 421, 1582]
directory-entry: – Th. Chr. A., Rentn., Lübeckerstr. 118, H. B, ☒ 24 — [200, 955, 496, 970]
directory-entry: – Wwe., Wilhelm, Rollfuhrwesen, ☎ El 6291, Billbrookdeich 78 — [200, 1154, 465, 1184]
directory-entry: – Wwe., M., Arbtrn., Neustädterstr. 77 — [200, 756, 426, 771]
directory-entry: – H., Staatsarbtr., Pfenningsbusch 3 — [830, 1108, 1042, 1123]
directory-entry: – Heinr., Kutscher, Voigtstr. 3, ☒ 31 — [516, 1612, 724, 1627]
directory-entry: – Wilh., Klempn., Hammerstr. 44a, H. 2 — [830, 1659, 1061, 1674]
directory-entry: – Frau M., Stoeckhardtstr. 17, ☒ 26 — [200, 741, 410, 756]
directory-entry: – Wwe., Bertha, Abendrothsweg 38, ☒ 30 — [830, 1353, 1074, 1368]
directory-entry: – Karl, Betriebs-Insp. d. Zentral-Friedhofes in Ohlsdorf, Eilbecktal 84, ☒ 23 — [516, 403, 784, 433]
directory-entry: Honben, H., Eppendorferweg 122, H. 6, ☒ 19 — [516, 1091, 784, 1106]
